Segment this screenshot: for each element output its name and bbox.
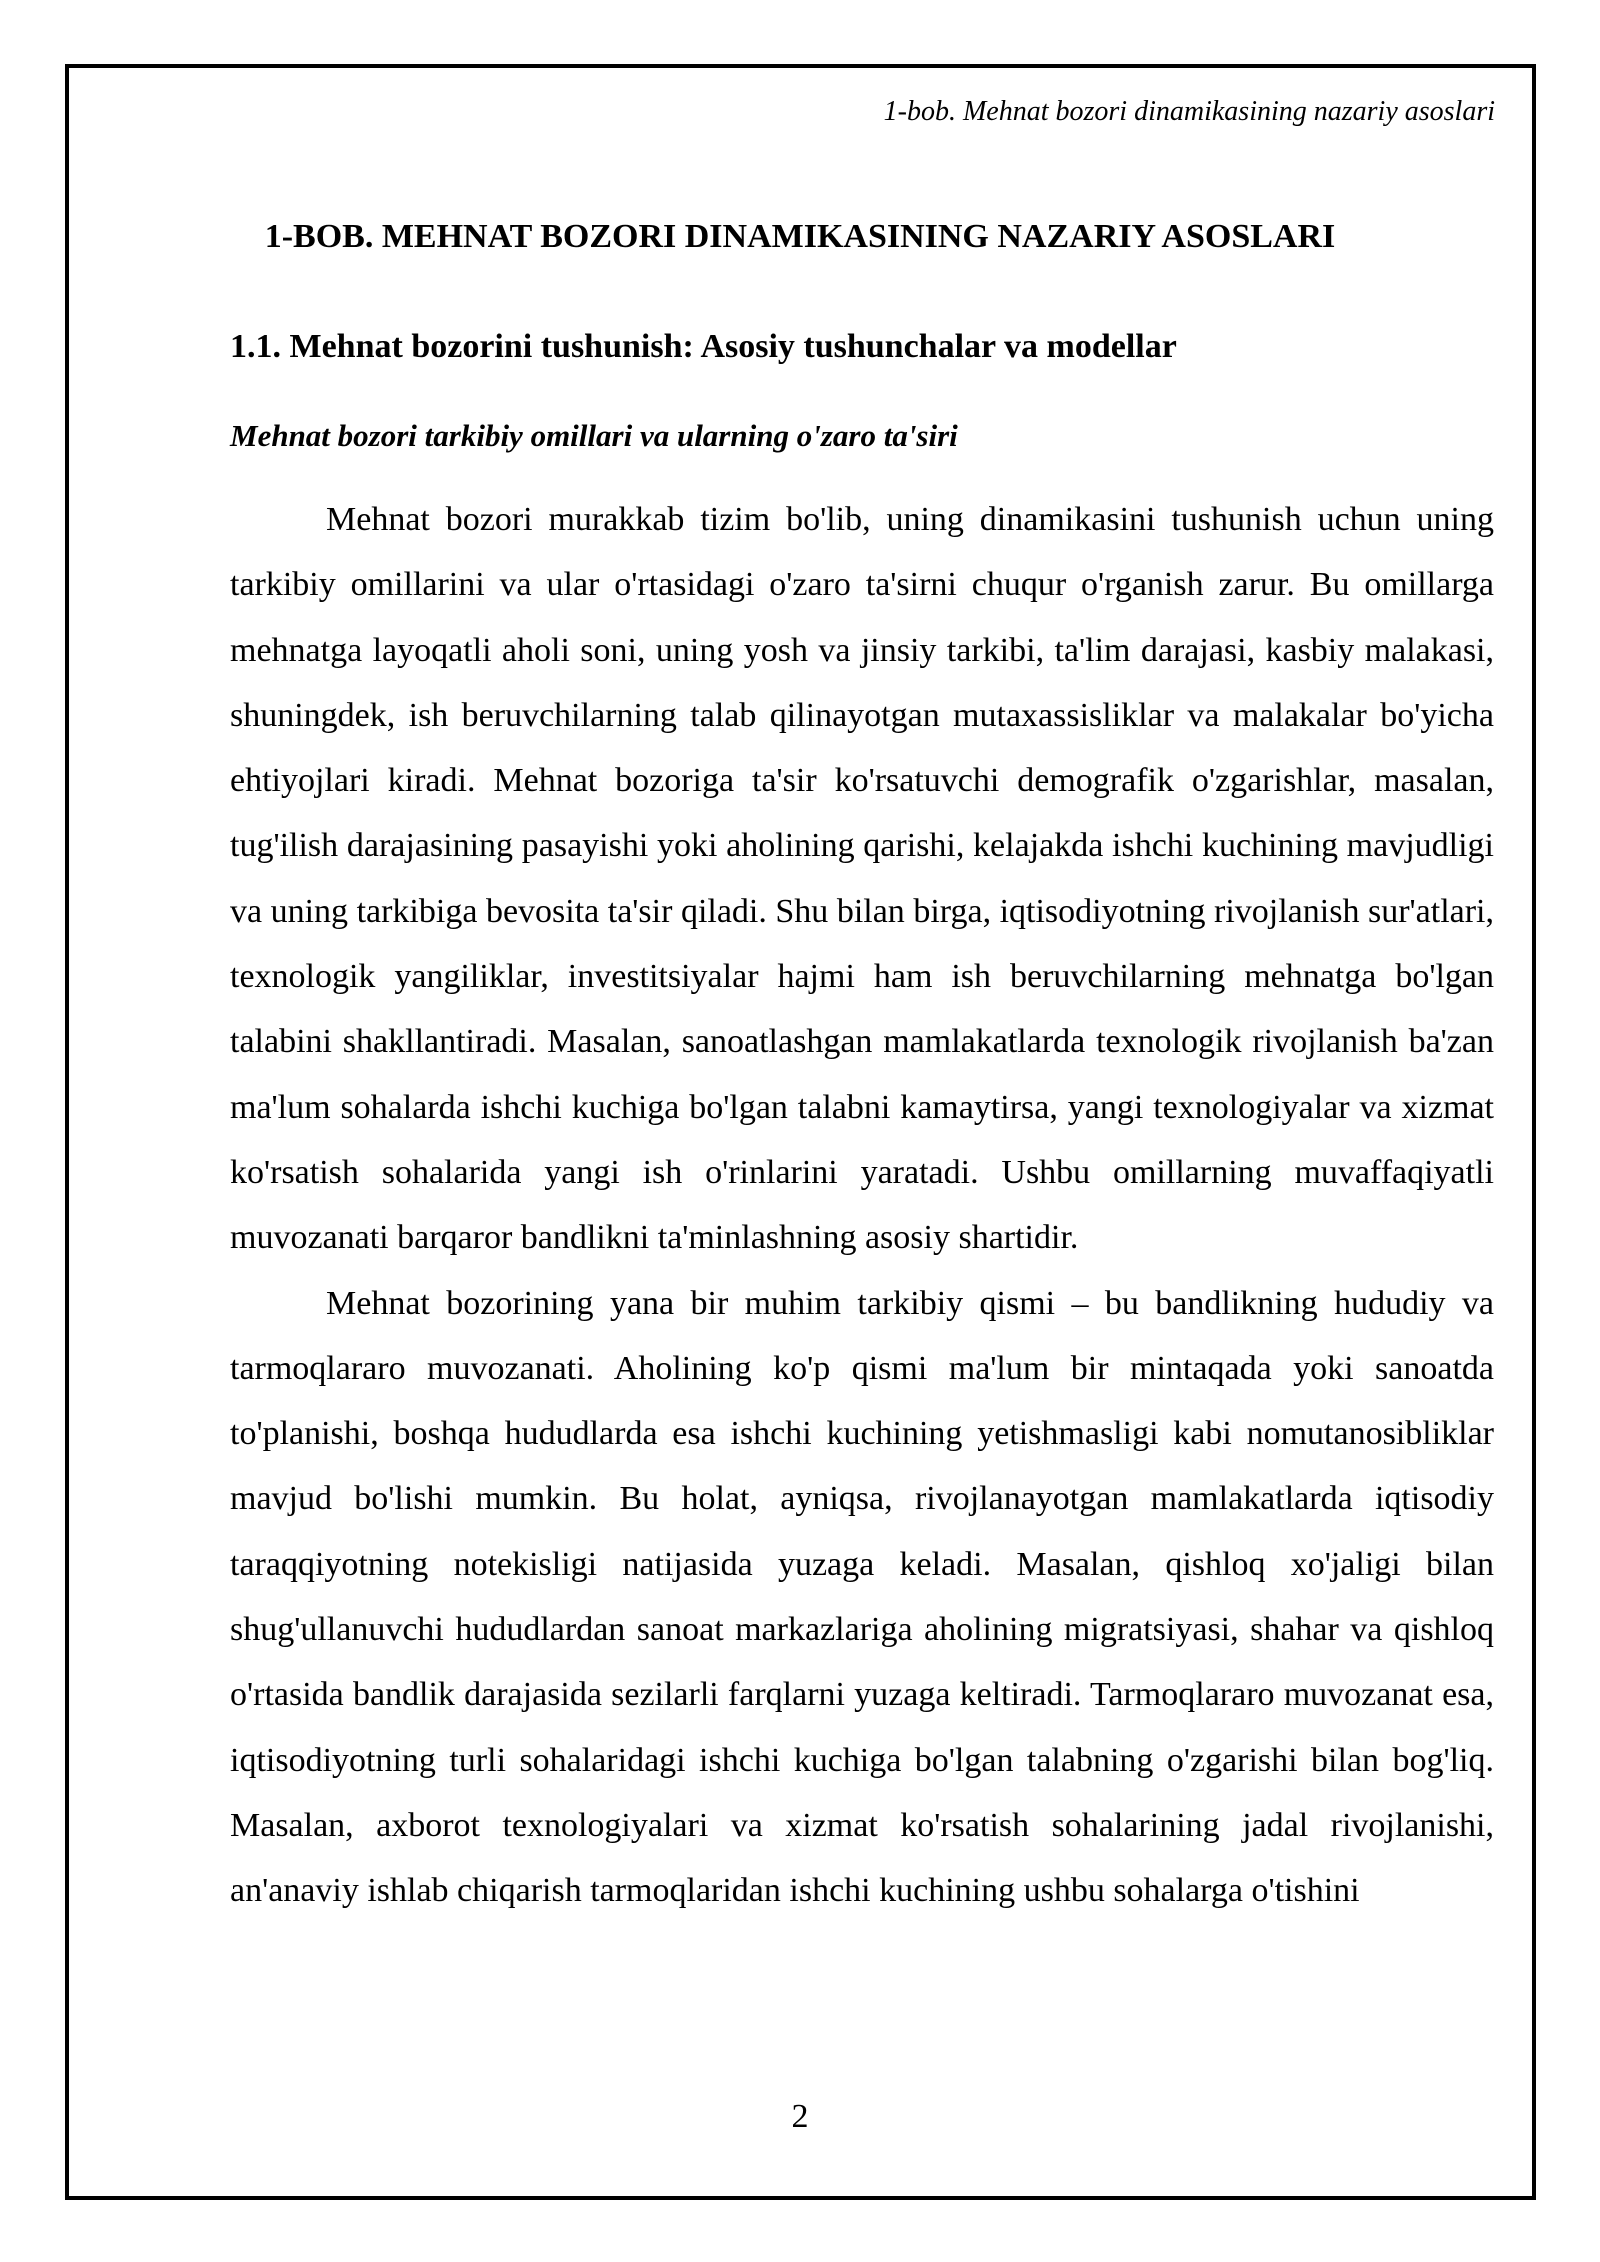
running-header: 1-bob. Mehnat bozori dinamikasining nazariy asoslari [883, 96, 1495, 127]
subsection-title: Mehnat bozori tarkibiy omillari va ularning o'zaro ta'siri [230, 418, 958, 453]
body-text [230, 487, 1494, 1924]
paragraph: Mehnat bozorining yana bir muhim tarkibiy qismi – bu bandlikning hududiy va tarmoqlararo muvozanati. Aholining ko'p qismi ma'lum bir mintaqada yoki sanoatda to'planishi, boshqa hududlarda esa ishchi kuchining yetishmasligi kabi nomutanosibliklar mavjud bo'lishi mumkin. Bu holat, ayniqsa, rivojlanayotgan mamlakatlarda iqtisodiy taraqqiyotning notekisligi natijasida yuzaga keladi. Masalan, qishloq xo'jaligi bilan shug'ullanuvchi hududlardan sanoat markazlariga aholining migratsiyasi, shahar va qishloq o'rtasida bandlik darajasida sezilarli farqlarni yuzaga keltiradi. Tarmoqlararo muvozanat esa, iqtisodiyotning turli sohalaridagi ishchi kuchiga bo'lgan talabning o'zgarishi bilan bog'liq. Masalan, axborot texnologiyalari va xizmat ko'rsatish sohalarining jadal rivojlanishi, an'anaviy ishlab chiqarish tarmoqlaridan ishchi kuchining ushbu sohalarga o'tishini [230, 1284, 1494, 1910]
page-number: 2 [791, 2098, 809, 2135]
paragraph: Mehnat bozori murakkab tizim bo'lib, uning dinamikasini tushunish uchun uning tarkibiy omillarini va ular o'rtasidagi o'zaro ta'sirni chuqur o'rganish zarur. Bu omillarga mehnatga layoqatli aholi soni, uning yosh va jinsiy tarkibi, ta'lim darajasi, kasbiy malakasi, shuningdek, ish beruvchilarning talab qilinayotgan mutaxassisliklar va malakalar bo'yicha ehtiyojlari kiradi. Mehnat bozoriga ta'sir ko'rsatuvchi demografik o'zgarishlar, masalan, tug'ilish darajasining pasayishi yoki aholining qarishi, kelajakda ishchi kuchining mavjudligi va uning tarkibiga bevosita ta'sir qiladi. Shu bilan birga, iqtisodiyotning rivojlanish sur'atlari, texnologik yangiliklar, investitsiyalar hajmi ham ish beruvchilarning mehnatga bo'lgan talabini shakllantiradi. Masalan, sanoatlashgan mamlakatlarda texnologik rivojlanish ba'zan ma'lum sohalarda ishchi kuchiga bo'lgan talabni kamaytirsa, yangi texnologiyalar va xizmat ko'rsatish sohalarida yangi ish o'rinlarini yaratadi. Ushbu omillarning muvaffaqiyatli muvozanati barqaror bandlikni ta'minlashning asosiy shartidir. [230, 501, 1494, 1257]
chapter-title: 1-BOB. MEHNAT BOZORI DINAMIKASINING NAZARIY ASOSLARI [264, 218, 1336, 255]
section-title: 1.1. Mehnat bozorini tushunish: Asosiy tushunchalar va modellar [230, 328, 1177, 365]
